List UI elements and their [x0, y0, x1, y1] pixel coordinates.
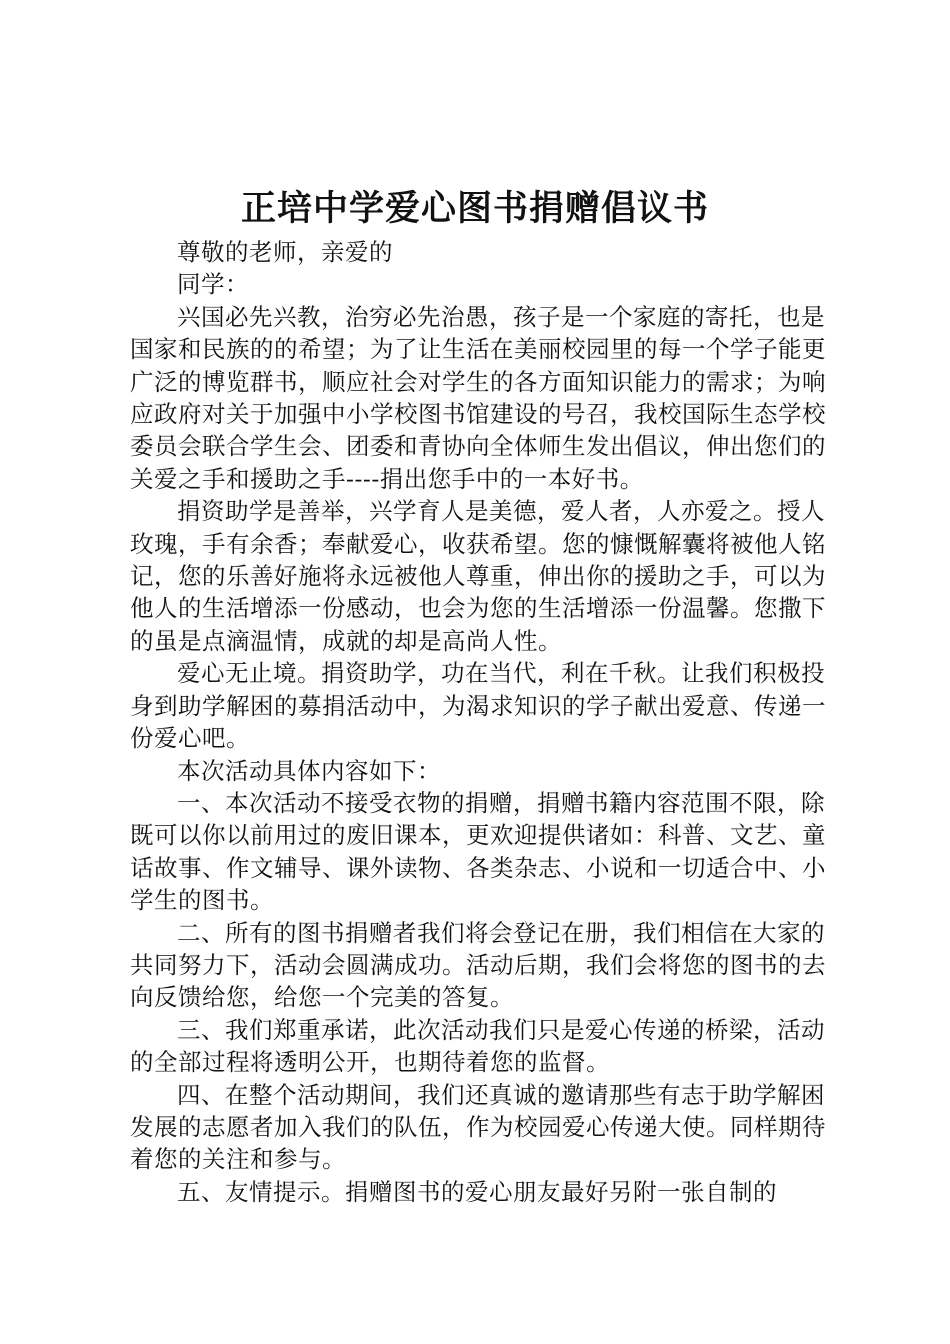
paragraph-3: 爱心无止境。捐资助学，功在当代，利在千秋。让我们积极投身到助学解困的募捐活动中，为渴求知识的学子献出爱意、传递一份爱心吧。 — [130, 659, 826, 753]
salutation-line-2: 同学： — [177, 270, 249, 299]
paragraph-8: 四、在整个活动期间，我们还真诚的邀请那些有志于助学解困发展的志愿者加入我们的队伍，作为校园爱心传递大使。同样期待着您的关注和参与。 — [130, 1080, 826, 1174]
paragraph-6: 二、所有的图书捐赠者我们将会登记在册，我们相信在大家的共同努力下，活动会圆满成功。活动后期，我们会将您的图书的去向反馈给您，给您一个完美的答复。 — [130, 918, 826, 1012]
document-title: 正培中学爱心图书捐赠倡议书 — [240, 188, 709, 229]
paragraph-4: 本次活动具体内容如下： — [177, 756, 441, 785]
paragraph-1: 兴国必先兴教，治穷必先治愚，孩子是一个家庭的寄托，也是国家和民族的的希望；为了让生活在美丽校园里的每一个学子能更广泛的博览群书，顺应社会对学生的各方面知识能力的需求；为响应政府对关于加强中小学校图书馆建设的号召，我校国际生态学校委员会联合学生会、团委和青协向全体师生发出倡议，伸出您们的关爱之手和援助之手----捐出您手中的一本好书。 — [130, 302, 826, 493]
document-body — [130, 236, 832, 1208]
paragraph-5: 一、本次活动不接受衣物的捐赠，捐赠书籍内容范围不限，除既可以你以前用过的废旧课本，更欢迎提供诸如：科普、文艺、童话故事、作文辅导、课外读物、各类杂志、小说和一切适合中、小学生的图书。 — [130, 788, 826, 915]
salutation-line-1: 尊敬的老师，亲爱的 — [177, 238, 393, 266]
paragraph-9: 五、友情提示。捐赠图书的爱心朋友最好另附一张自制的 — [177, 1177, 777, 1206]
paragraph-7: 三、我们郑重承诺，此次活动我们只是爱心传递的桥梁，活动的全部过程将透明公开，也期待着您的监督。 — [130, 1015, 825, 1077]
paragraph-2: 捐资助学是善举，兴学育人是美德，爱人者，人亦爱之。授人玫瑰，手有余香；奉献爱心，收获希望。您的慷慨解囊将被他人铭记，您的乐善好施将永远被他人尊重，伸出你的援助之手，可以为他人的生活增添一份感动，也会为您的生活增添一份温馨。您撒下的虽是点滴温情，成就的却是高尚人性。 — [130, 497, 826, 655]
